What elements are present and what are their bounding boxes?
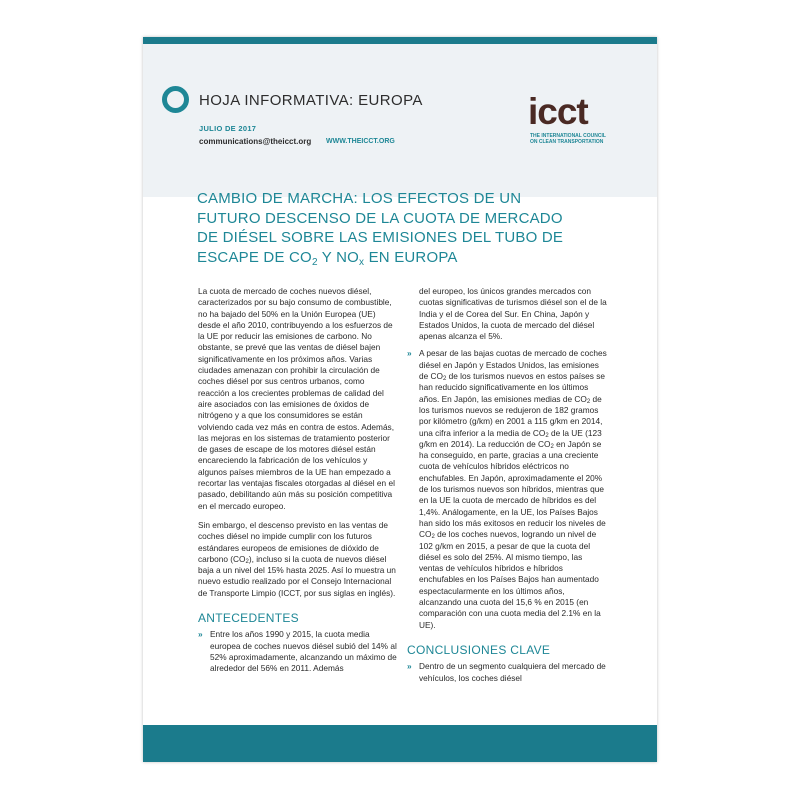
bullet-text-c: de los turismos nuevos se redujeron de 182 gramos por kilómetro (g/km) en 2001 a 115 g/km en 2014, una cifra inferior a la media de CO [419, 393, 603, 438]
bullet-text: Dentro de un segmento cualquiera del mercado de vehículos, los coches diésel [419, 661, 606, 683]
website-link[interactable]: WWW.THEICCT.ORG [326, 138, 395, 145]
logo-subtitle-line-2: ON CLEAN TRANSPORTATION [530, 139, 604, 146]
contact-email[interactable]: communications@theicct.org [199, 137, 312, 146]
title-line-4 [197, 248, 617, 268]
co2-sub: 2 [586, 398, 591, 405]
p2-text-b: ), incluso si la cuota de nuevos diésel baja a un nivel del 15% hasta 2025. Así lo muestra un nuevo estudio realizado por el Consejo Internacional de Transporte Limpio (ICCT, por sus siglas en inglés). [198, 553, 396, 598]
co2-sub: 2 [550, 443, 554, 450]
heading-conclusiones-clave: CONCLUSIONES CLAVE [407, 642, 551, 657]
bullet-marker-icon: » [407, 661, 412, 672]
bullet-text-f: de los coches nuevos, logrando un nivel de 102 g/km en 2015, a pesar de que la cuota del diésel es solo del 25%. Al mismo tiempo, las ventas de vehículos híbridos e híbridos enchufables en los Países Bajos han aumentado espectacularmente en los últimos años, alcanzando una cuota del 15,6 % en 2015 (en comparación con una cuota media del 2.1% en la UE). [419, 529, 601, 630]
title-line-3: DE DIÉSEL SOBRE LAS EMISIONES DEL TUBO DE [197, 229, 564, 247]
logo-subtitle-line-1: THE INTERNATIONAL COUNCIL [530, 133, 606, 139]
document-title [197, 189, 617, 268]
co2-sub: 2 [442, 376, 447, 383]
title-line-1: CAMBIO DE MARCHA: LOS EFECTOS DE UN [197, 190, 522, 207]
bullet-item [407, 348, 607, 630]
logo-subtitle [530, 133, 606, 146]
bullet-continuation [407, 286, 607, 342]
top-accent-bar [143, 37, 657, 44]
bullet-item [198, 629, 398, 674]
title-sub-2: 2 [311, 257, 318, 269]
co2-sub: 2 [431, 534, 435, 541]
p2-sub: 2 [245, 558, 249, 565]
left-column [198, 286, 398, 681]
logo-wordmark: icct [528, 91, 588, 132]
header-band [143, 44, 657, 197]
publication-date: JULIO DE 2017 [199, 124, 257, 133]
bullet-text-b: de los turismos nuevos en estos países se han reducido significativamente en los últimos años. En Japón, las emisiones medias de CO [419, 371, 605, 404]
title-line-2: FUTURO DESCENSO DE LA CUOTA DE MERCADO [197, 209, 563, 227]
bullet-text: Entre los años 1990 y 2015, la cuota media europea de coches nuevos diésel subió del 14% al 52% aproximadamente, alcanzando un máximo de alrededor del 56% en 2011. Además [210, 629, 397, 674]
bullet-marker-icon: » [198, 629, 203, 640]
bottom-accent-bar [143, 725, 657, 762]
bullet-text: del europeo, los únicos grandes mercados con cuotas significativas de turismos diésel son el de la India y el de Corea del Sur. En China, Japón y Estados Unidos, la cuota de mercado del diésel apenas alcanza el 5%. [419, 286, 607, 342]
icct-logo [528, 93, 606, 146]
p2-text-a: Sin embargo, el descenso previsto en las ventas de coches diésel no impide cumplir con los futuros estándares europeos de emisiones de dióxido de carbono (CO [198, 519, 389, 564]
document-page [143, 37, 657, 762]
bullet-text-a: A pesar de las bajas cuotas de mercado de coches diésel en Japón y Estados Unidos, las emisiones de CO [419, 348, 607, 382]
heading-antecedentes: ANTECEDENTES [198, 611, 299, 626]
title-line-4-c: EN EUROPA [364, 249, 458, 267]
circle-icon [162, 86, 189, 113]
title-line-4-b: Y NO [317, 249, 360, 267]
co2-sub: 2 [545, 432, 549, 439]
title-line-4-a: ESCAPE DE CO [197, 249, 312, 267]
title-sub-x: x [359, 257, 365, 269]
second-paragraph [198, 520, 398, 599]
bullet-text-d: de la UE (123 g/km en 2014). La reducción de CO [419, 427, 602, 449]
bullet-text-e: en Japón se ha conseguido, en parte, gracias a una creciente cuota de vehículos híbridos eléctricos no enchufables. En Japón, aproximadamente el 20% de los turismos nuevos son híbridos, mientras que en la UE la cuota de mercado de híbridos es del 1,4%. Análogamente, en la UE, los Países Bajos han sido los más exitosos en reducir los niveles de CO [419, 438, 606, 540]
right-column [407, 286, 607, 690]
bullet-item [407, 661, 607, 684]
document-type: HOJA INFORMATIVA: EUROPA [199, 92, 423, 109]
bullet-marker-icon: » [407, 348, 412, 359]
intro-paragraph: La cuota de mercado de coches nuevos diésel, caracterizados por su bajo consumo de combustible, no ha bajado del 50% en la Unión Europea (UE) desde el año 2010, contribuyendo a los esfuerzos de la UE por reducir las emisiones de carbono. No obstante, se prevé que las ventas de diésel bajen significativamente en los próximos años. Varias ciudades amenazan con prohibir la circulación de coches diésel por sus centros urbanos, como reacción a los crecientes problemas de calidad del aire asociados con las emisiones de óxidos de nitrógeno y a que los consumidores se están volviendo cada vez más en contra de estos. Además, las mejoras en los sistemas de tratamiento posterior de gases de escape de los motores diésel están encareciendo la fabricación de los vehículos y algunos países miembros de la UE han empezado a recortar las ventajas fiscales otorgadas al diésel en el pasado, debilitando aún más su posición competitiva en el mercado europeo. [198, 286, 395, 511]
